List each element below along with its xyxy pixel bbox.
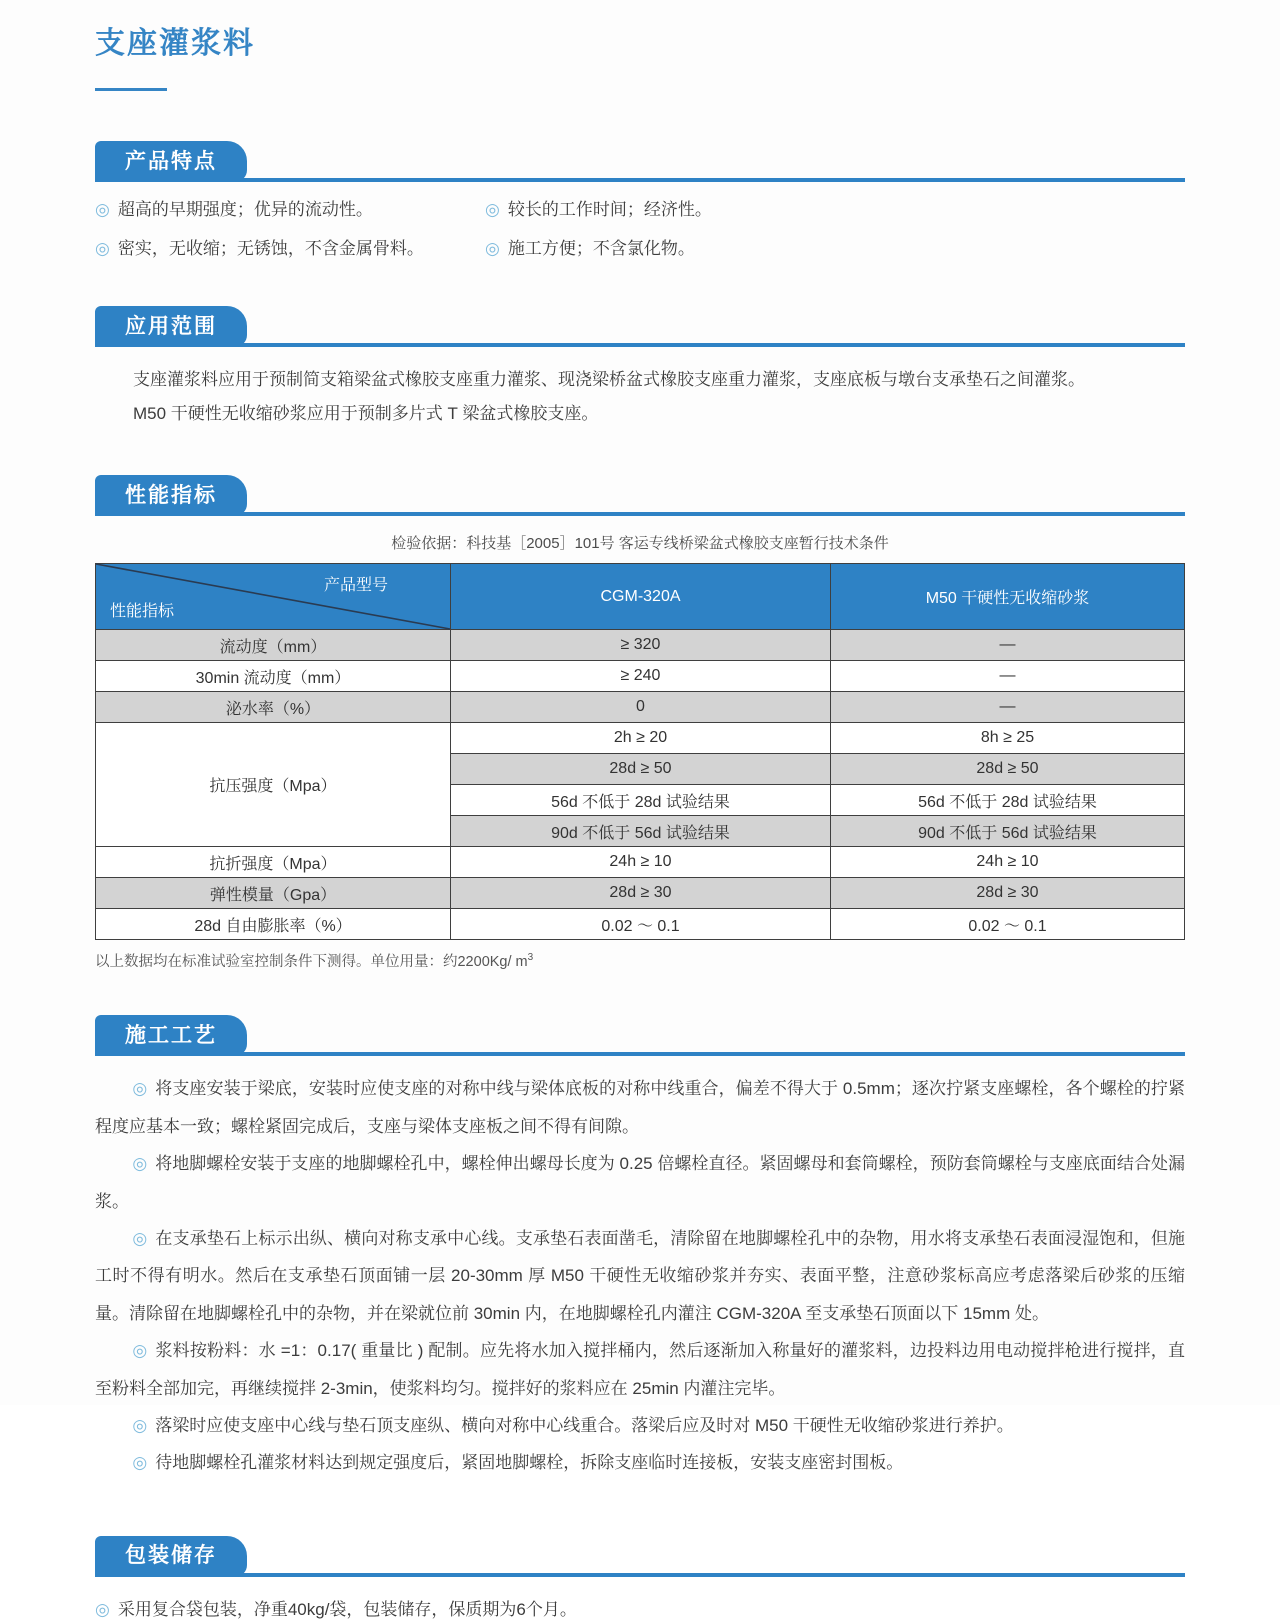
row-label: 泌水率（%）	[96, 692, 451, 723]
section-badge-construction: 施工工艺	[95, 1015, 247, 1056]
header-col-m50: M50 干硬性无收缩砂浆	[831, 564, 1185, 630]
table-row	[96, 692, 1185, 723]
row-value: ≥ 240	[451, 661, 831, 692]
section-rule	[95, 1052, 1185, 1056]
row-label: 弹性模量（Gpa）	[96, 878, 451, 909]
step-text: 待地脚螺栓孔灌浆材料达到规定强度后，紧固地脚螺栓，拆除支座临时连接板，安装支座密封围板。	[155, 1453, 904, 1473]
feature-text: 超高的早期强度；优异的流动性。	[117, 200, 373, 219]
row-value: 0	[451, 692, 831, 723]
section-badge-package: 包装储存	[95, 1536, 247, 1577]
step-text: 浆料按粉料：水 =1：0.17( 重量比 ) 配制。应先将水加入搅拌桶内，然后逐渐加入称量好的灌浆料，边投料边用电动搅拌枪进行搅拌，直至粉料全部加完，再继续搅拌 2-3min，使浆料均匀。搅拌好的浆料应在 25min 内灌注完毕。	[95, 1341, 1185, 1398]
table-header-row	[96, 564, 1185, 630]
features-list	[95, 196, 1185, 262]
performance-table	[95, 563, 1185, 940]
bullet-icon: ◎	[485, 200, 500, 219]
row-label: 抗折强度（Mpa）	[96, 847, 451, 878]
row-value: —	[831, 630, 1185, 661]
bullet-icon: ◎	[132, 1453, 148, 1473]
list-item	[485, 196, 1185, 223]
section-badge-features: 产品特点	[95, 141, 247, 182]
row-value: 0.02 ～ 0.1	[451, 909, 831, 940]
construction-step	[95, 1444, 1185, 1481]
diagonal-header-cell	[96, 564, 451, 630]
construction-step	[95, 1070, 1185, 1145]
footnote-superscript: 3	[527, 952, 534, 964]
bullet-icon: ◎	[132, 1228, 148, 1248]
feature-text: 密实，无收缩；无锈蚀，不含金属骨料。	[117, 239, 424, 259]
bullet-icon: ◎	[95, 239, 110, 259]
section-rule	[95, 178, 1185, 182]
row-value: 90d 不低于 56d 试验结果	[451, 816, 831, 847]
row-value: 28d ≥ 30	[831, 878, 1185, 909]
table-row	[96, 661, 1185, 692]
table-row	[96, 847, 1185, 878]
header-col-cgm320a: CGM-320A	[451, 564, 831, 630]
application-text	[133, 363, 1185, 431]
section-rule	[95, 1573, 1185, 1577]
title-dash-divider	[95, 88, 167, 91]
application-paragraph: M50 干硬性无收缩砂浆应用于预制多片式 T 梁盆式橡胶支座。	[133, 404, 599, 424]
construction-steps	[95, 1070, 1185, 1481]
row-value: ≥ 320	[451, 630, 831, 661]
section-head-features	[95, 141, 1185, 182]
table-row	[96, 909, 1185, 940]
bullet-icon: ◎	[132, 1154, 148, 1174]
section-rule	[95, 512, 1185, 516]
bullet-icon: ◎	[132, 1079, 148, 1099]
row-value: —	[831, 661, 1185, 692]
row-value: 8h ≥ 25	[831, 723, 1185, 754]
table-row	[96, 723, 1185, 754]
step-text: 将地脚螺栓安装于支座的地脚螺栓孔中，螺栓伸出螺母长度为 0.25 倍螺栓直径。紧固螺母和套筒螺栓，预防套筒螺栓与支座底面结合处漏浆。	[95, 1154, 1185, 1211]
section-rule	[95, 343, 1185, 347]
construction-step	[95, 1220, 1185, 1332]
test-basis-caption: 检验依据：科技基［2005］101号 客运专线桥梁盆式橡胶支座暂行技术条件	[391, 535, 889, 553]
step-text: 将支座安装于梁底，安装时应使支座的对称中线与梁体底板的对称中线重合，偏差不得大于 0.5mm；逐次拧紧支座螺栓，各个螺栓的拧紧程度应基本一致；螺栓紧固完成后，支座与梁体支座板之间不得有间隙。	[95, 1079, 1185, 1136]
section-head-performance	[95, 475, 1185, 516]
construction-step	[95, 1407, 1185, 1444]
table-footnote	[95, 950, 1185, 971]
row-label: 30min 流动度（mm）	[96, 661, 451, 692]
header-performance-index-label: 性能指标	[110, 603, 175, 621]
list-item	[485, 235, 1185, 262]
bullet-icon: ◎	[95, 200, 110, 219]
construction-step	[95, 1145, 1185, 1220]
list-item	[95, 235, 485, 262]
row-value: 2h ≥ 20	[451, 723, 831, 754]
row-label: 流动度（mm）	[96, 630, 451, 661]
row-value: 28d ≥ 50	[831, 754, 1185, 785]
section-badge-performance: 性能指标	[95, 475, 247, 516]
header-product-model-label: 产品型号	[323, 577, 388, 595]
page-title: 支座灌浆料	[95, 27, 255, 60]
section-badge-application: 应用范围	[95, 306, 247, 347]
row-value: 28d ≥ 50	[451, 754, 831, 785]
section-head-package	[95, 1536, 1185, 1577]
row-value: 28d ≥ 30	[451, 878, 831, 909]
row-label-compressive: 抗压强度（Mpa）	[96, 723, 451, 847]
bullet-icon: ◎	[132, 1341, 148, 1361]
application-paragraph: 支座灌浆料应用于预制简支箱梁盆式橡胶支座重力灌浆、现浇梁桥盆式橡胶支座重力灌浆，支座底板与墩台支承垫石之间灌浆。	[133, 370, 1085, 390]
table-row	[96, 878, 1185, 909]
row-value: 24h ≥ 10	[451, 847, 831, 878]
row-value: 56d 不低于 28d 试验结果	[831, 785, 1185, 816]
bullet-icon: ◎	[132, 1415, 148, 1435]
construction-step	[95, 1332, 1185, 1407]
feature-text: 较长的工作时间；经济性。	[507, 200, 712, 219]
row-value: 0.02 ～ 0.1	[831, 909, 1185, 940]
row-value: 24h ≥ 10	[831, 847, 1185, 878]
step-text: 在支承垫石上标示出纵、横向对称支承中心线。支承垫石表面凿毛，清除留在地脚螺栓孔中的杂物，用水将支承垫石表面浸湿饱和，但施工时不得有明水。然后在支承垫石顶面铺一层 20-30mm 厚 M50 干硬性无收缩砂浆并夯实、表面平整，注意砂浆标高应考虑落梁后砂浆的压缩量。清除留在地脚螺栓孔中的杂物，并在梁就位前 30min 内，在地脚螺栓孔内灌注 CGM-320A 至支承垫石顶面以下 15mm 处。	[95, 1228, 1185, 1323]
section-head-construction	[95, 1015, 1185, 1056]
row-label: 28d 自由膨胀率（%）	[96, 909, 451, 940]
bullet-icon: ◎	[485, 239, 500, 259]
package-text: 采用复合袋包装，净重40kg/袋，包装储存，保质期为6个月。	[117, 1599, 577, 1619]
feature-text: 施工方便；不含氯化物。	[507, 239, 695, 259]
step-text: 落梁时应使支座中心线与垫石顶支座纵、横向对称中心线重合。落梁后应及时对 M50 干硬性无收缩砂浆进行养护。	[155, 1415, 1014, 1435]
bullet-icon: ◎	[95, 1599, 110, 1619]
list-item	[95, 196, 485, 223]
row-value: —	[831, 692, 1185, 723]
section-head-application	[95, 306, 1185, 347]
row-value: 56d 不低于 28d 试验结果	[451, 785, 831, 816]
table-row	[96, 630, 1185, 661]
row-value: 90d 不低于 56d 试验结果	[831, 816, 1185, 847]
package-storage-text	[95, 1595, 1185, 1620]
footnote-text: 以上数据均在标准试验室控制条件下测得。单位用量：约2200Kg/ m	[95, 954, 528, 971]
